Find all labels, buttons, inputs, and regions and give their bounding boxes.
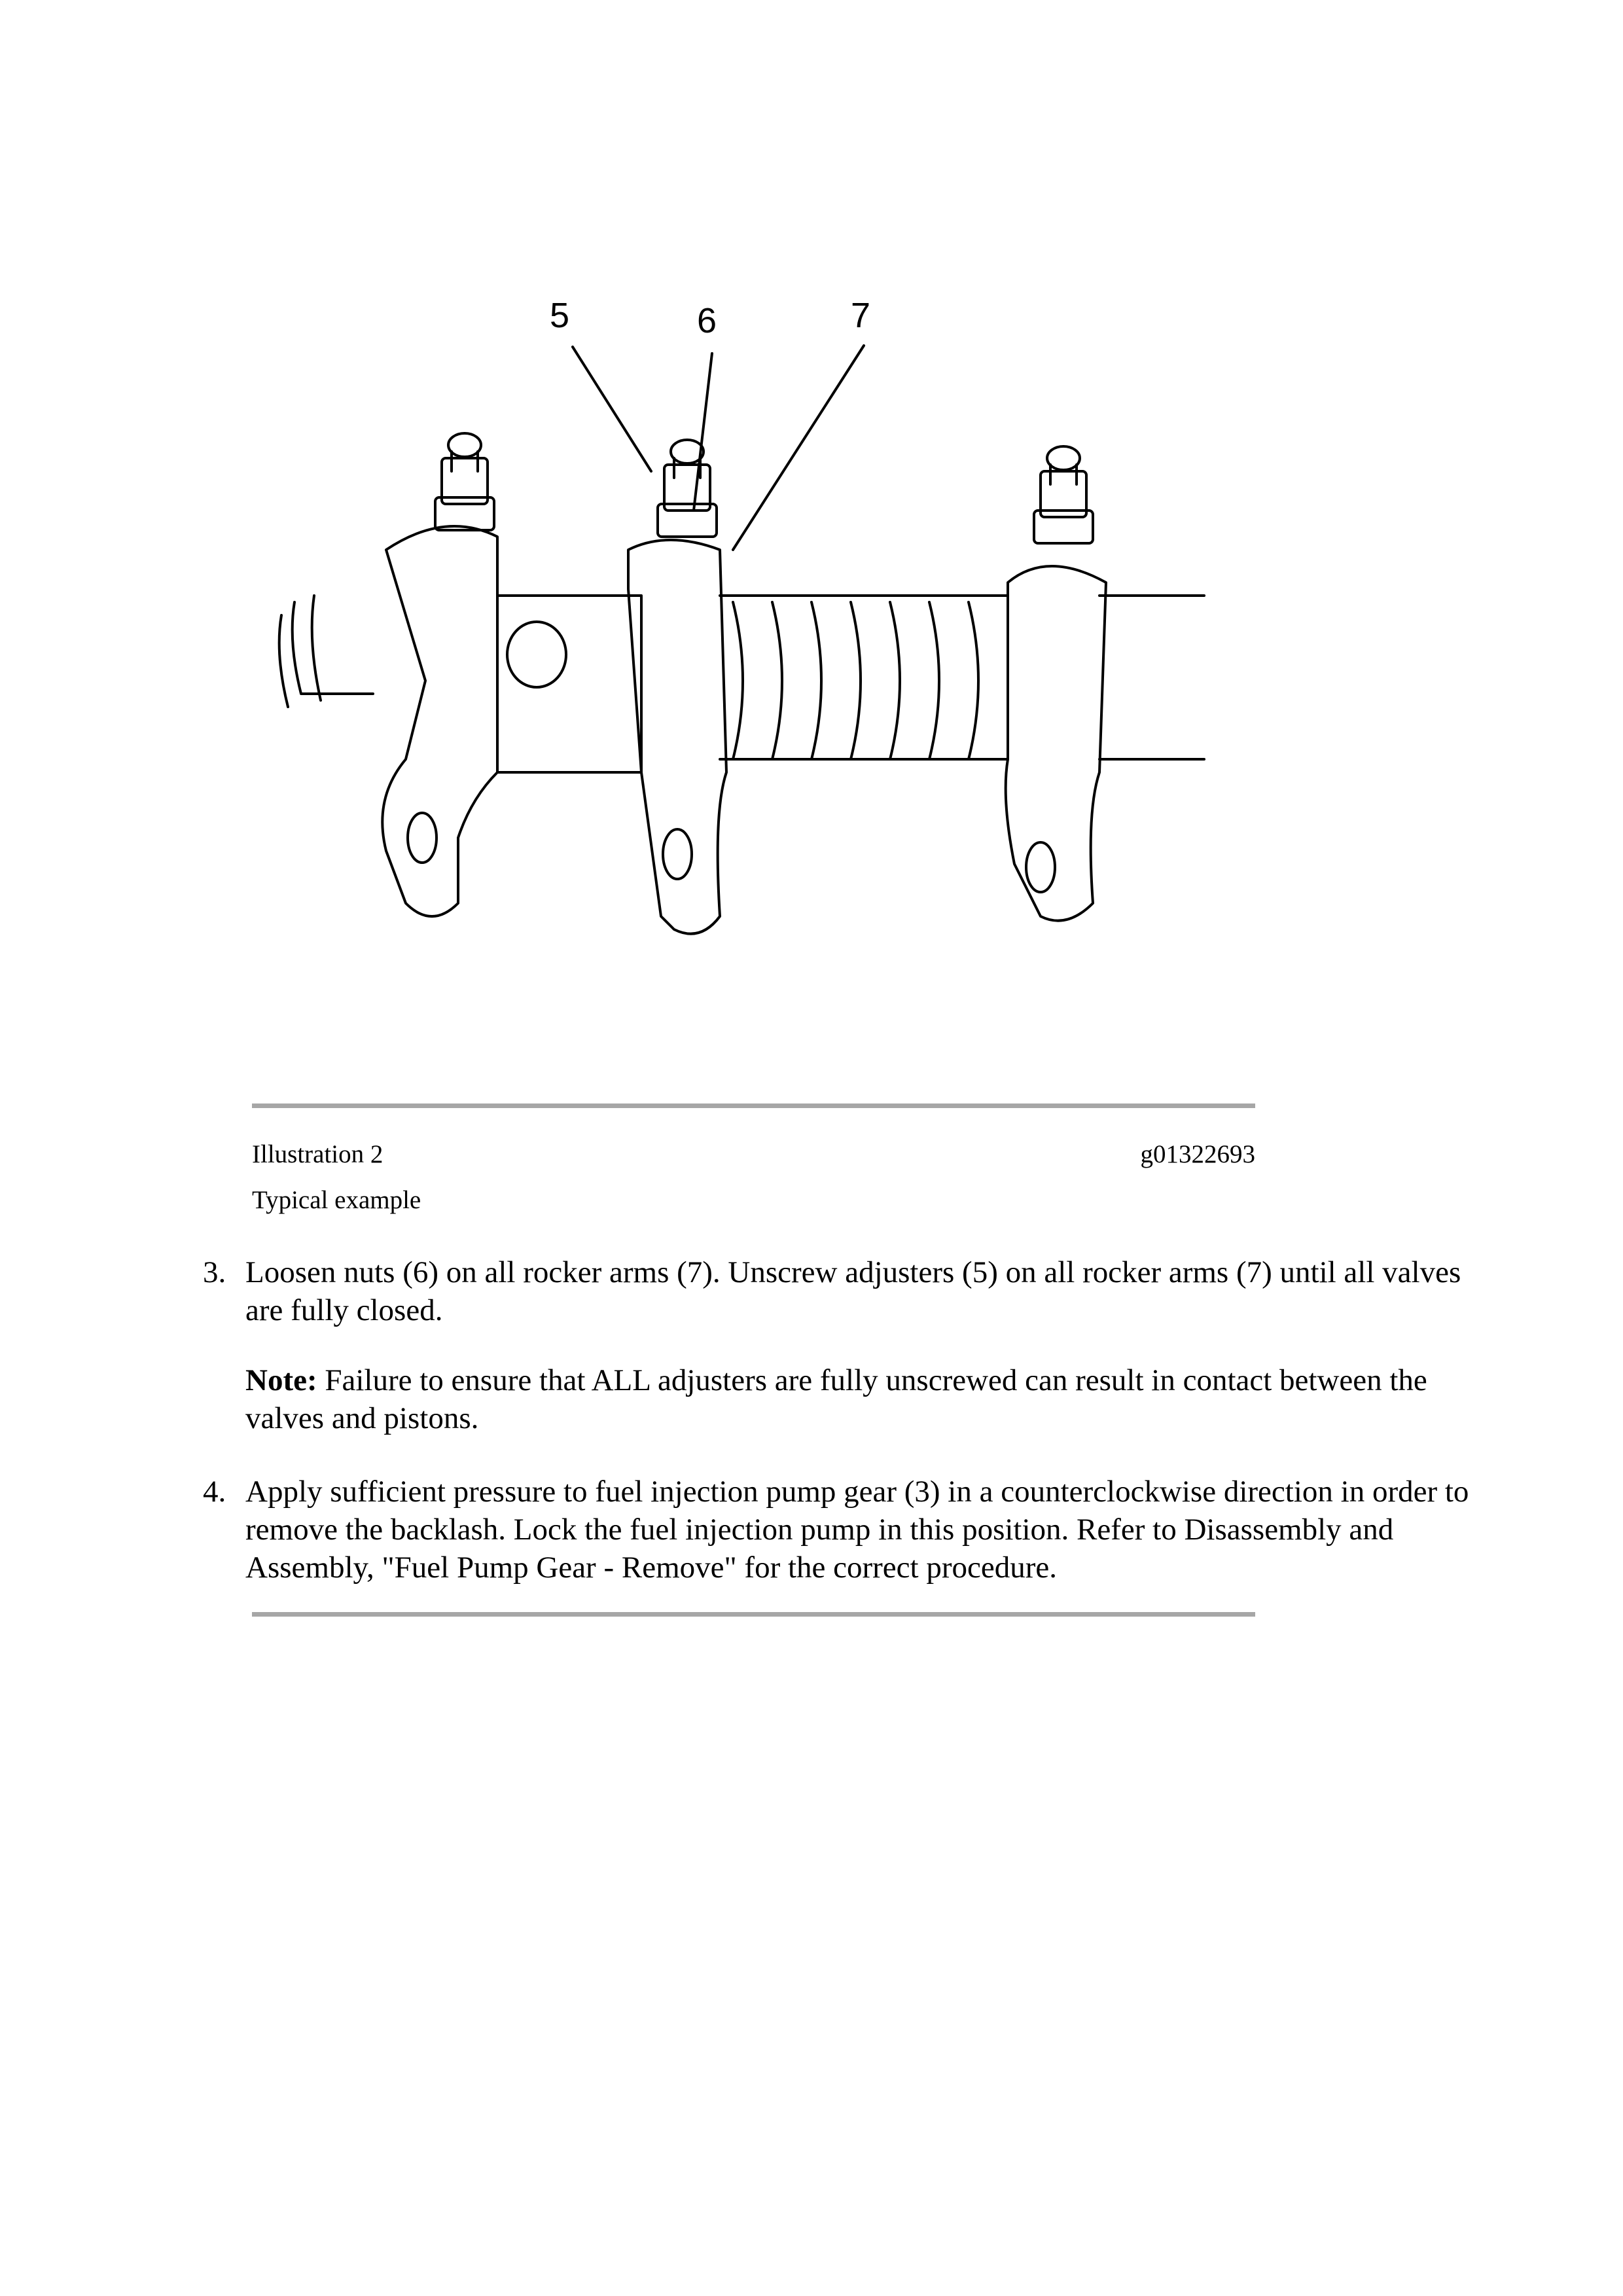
step-text: Apply sufficient pressure to fuel injection pump gear (3) in a counterclockwise direction in order to remove the backlash. Lock the fuel injection pump in this position. Refer to Disassembly and Assembly, "Fuel Pump Gear - Remove" for the correct procedure. xyxy=(245,1475,1469,1585)
rocker-arm-drawing xyxy=(275,275,1230,982)
graphic-id: g01322693 xyxy=(1140,1140,1255,1168)
note xyxy=(245,1361,1482,1437)
step-4 xyxy=(203,1473,1479,1587)
callout-5: 5 xyxy=(550,296,570,335)
step-number: 3. xyxy=(203,1255,226,1289)
illustration-number: Illustration 2 xyxy=(252,1140,383,1168)
callout-7: 7 xyxy=(851,296,871,335)
section-divider-bottom xyxy=(252,1612,1255,1617)
rocker-arm-illustration xyxy=(275,275,1230,982)
step-text: Loosen nuts (6) on all rocker arms (7). Unscrew adjusters (5) on all rocker arms (7) until all valves are fully closed. xyxy=(245,1255,1461,1327)
caption-divider-top xyxy=(252,1103,1255,1108)
note-text: Failure to ensure that ALL adjusters are fully unscrewed can result in contact between the valves and pistons. xyxy=(245,1363,1427,1435)
note-label: Note: xyxy=(245,1363,317,1397)
step-3 xyxy=(203,1253,1479,1329)
step-number: 4. xyxy=(203,1475,226,1509)
illustration-description: Typical example xyxy=(252,1186,421,1214)
callout-6: 6 xyxy=(697,301,717,340)
